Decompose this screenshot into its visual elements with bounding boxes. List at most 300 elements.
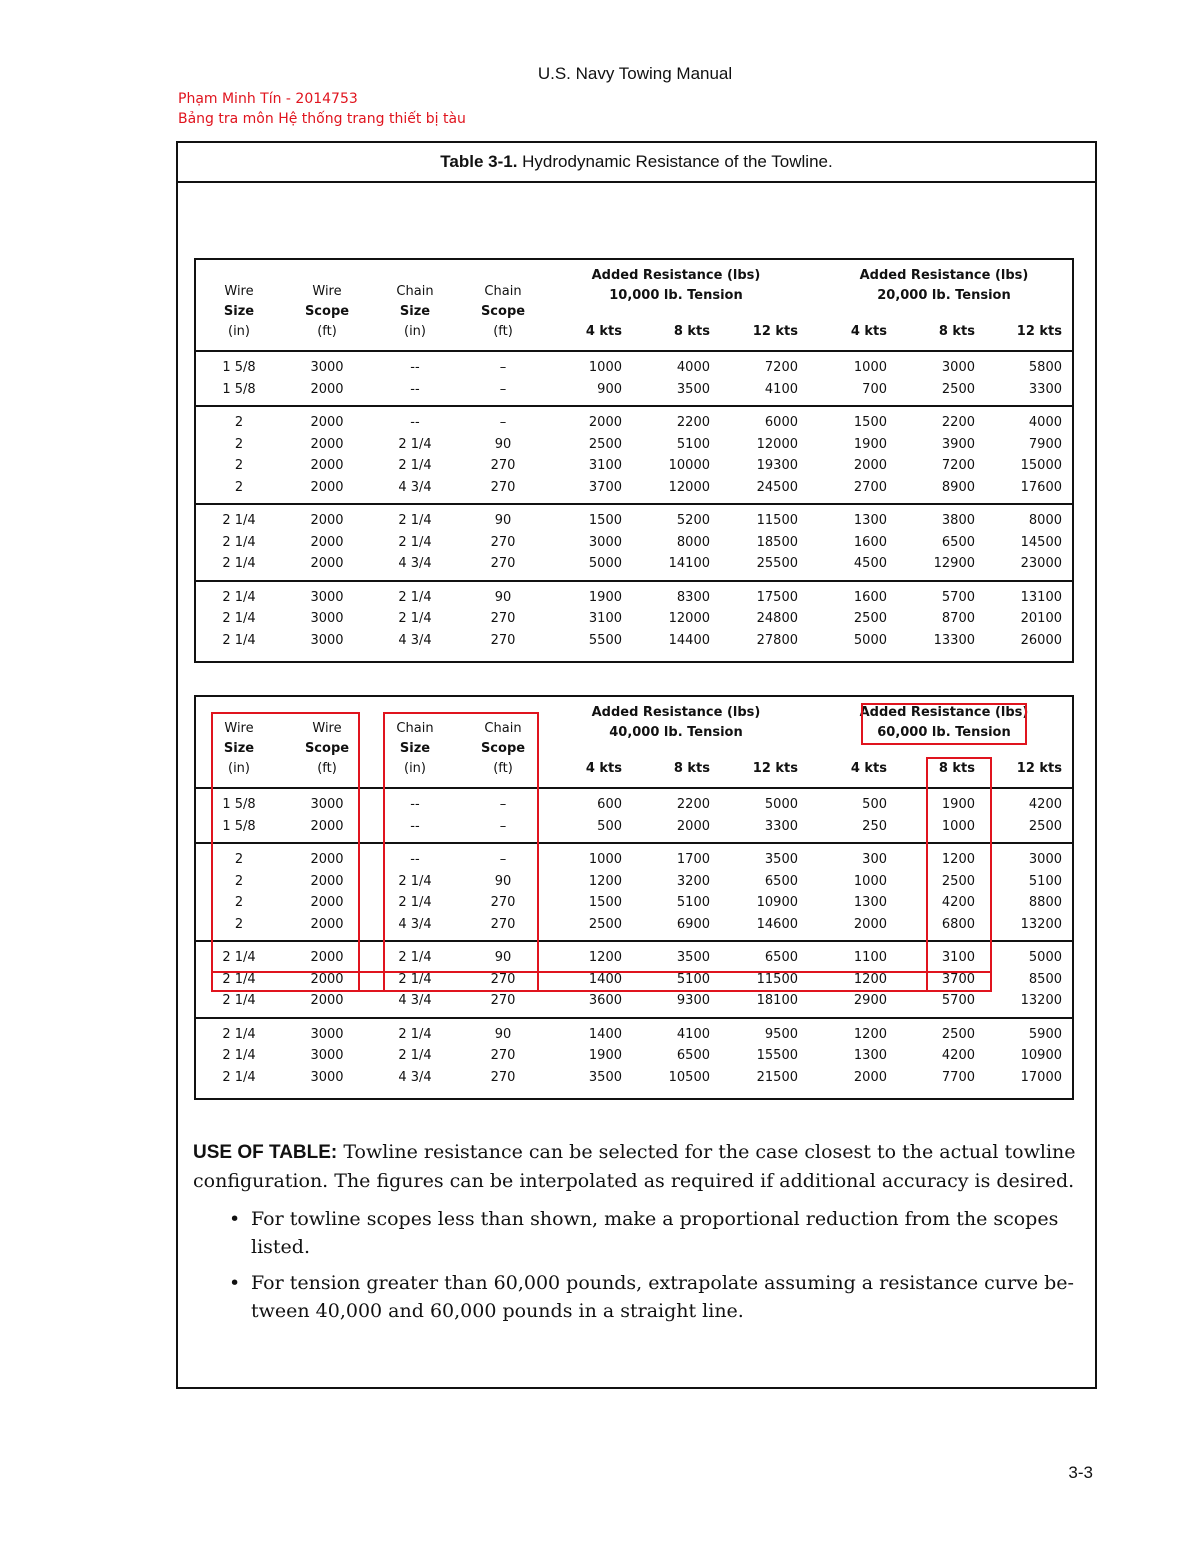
table-cell: 7900 <box>1028 436 1062 452</box>
table-cell: 5000 <box>588 556 622 571</box>
table-cell: 2 <box>234 895 244 910</box>
table-cell: 700 <box>862 381 887 397</box>
table-row <box>196 455 1072 477</box>
header-speed: 8 kts <box>673 761 710 776</box>
table-cell: 4200 <box>1028 797 1062 812</box>
table-cell: 1900 <box>588 1048 622 1063</box>
table-cell: 1300 <box>853 1048 887 1063</box>
table-cell: 2 <box>234 436 244 452</box>
table-cell: 3300 <box>1028 381 1062 397</box>
table-cell: 4 3/4 <box>398 479 432 495</box>
table-cell: 24800 <box>756 611 798 626</box>
table-cell: 270 <box>490 1048 516 1063</box>
table-cell: 10900 <box>1020 1048 1062 1063</box>
table-cell: 6500 <box>764 950 798 965</box>
table-cell: 2 1/4 <box>398 895 432 910</box>
table-cell: 3000 <box>310 611 344 626</box>
table-cell: 1400 <box>588 971 622 987</box>
header-line: (in) <box>228 761 250 776</box>
table-cell: – <box>499 797 507 812</box>
header-line: Added Resistance (lbs) <box>591 268 761 283</box>
table-cell: 21500 <box>756 1069 798 1085</box>
table-row-group <box>196 582 1072 657</box>
header-line: Chain <box>484 721 522 736</box>
table-cell: 2200 <box>941 415 975 430</box>
table-row <box>196 1045 1072 1067</box>
table-cell: 4 3/4 <box>398 632 432 648</box>
header-speed: 4 kts <box>850 761 887 776</box>
table-cell: 3500 <box>588 1069 622 1085</box>
header-wire-scope <box>284 282 370 342</box>
table-cell: 1700 <box>676 852 710 867</box>
table-cell: 270 <box>490 971 516 987</box>
table-cell: 2000 <box>310 895 344 910</box>
table-cell: 2000 <box>853 916 887 932</box>
table-cell: 2 1/4 <box>398 611 432 626</box>
table-cell: 270 <box>490 556 516 571</box>
table-cell: 2200 <box>676 797 710 812</box>
highlight-60000-8kts-column <box>926 757 992 992</box>
table-cell: 300 <box>862 852 887 867</box>
table-cell: 26000 <box>1020 632 1062 648</box>
table-cell: 5100 <box>676 971 710 987</box>
table-cell: 5200 <box>676 513 710 528</box>
table-cell: 2 1/4 <box>398 873 432 889</box>
table-cell: 270 <box>490 895 516 910</box>
table-cell: 5500 <box>588 632 622 648</box>
table-cell: – <box>499 360 507 375</box>
table-cell: 3100 <box>588 611 622 626</box>
table-cell: 2 1/4 <box>398 458 432 473</box>
table-cell: 4100 <box>764 381 798 397</box>
table-cell: 23000 <box>1020 556 1062 571</box>
table-cell: 90 <box>494 589 512 605</box>
table-cell: 5100 <box>676 895 710 910</box>
table-cell: 3000 <box>310 797 344 812</box>
table-cell: 2000 <box>588 415 622 430</box>
table-cell: 6500 <box>941 534 975 550</box>
table-cell: 2000 <box>310 916 344 932</box>
table-cell: 2 1/4 <box>222 993 256 1008</box>
table-cell: 270 <box>490 611 516 626</box>
table-cell: 1 5/8 <box>222 818 256 834</box>
table-cell: 2 1/4 <box>398 950 432 965</box>
table-cell: 2 1/4 <box>222 1069 256 1085</box>
table-cell: – <box>499 415 507 430</box>
table-cell: 12000 <box>668 611 710 626</box>
table-cell: 2000 <box>310 971 344 987</box>
table-row <box>196 1067 1072 1089</box>
table-cell: 2 1/4 <box>222 589 256 605</box>
table-cell: 2700 <box>853 479 887 495</box>
table-cell: 17000 <box>1020 1069 1062 1085</box>
header-line: Chain <box>396 284 434 299</box>
header-line: Scope <box>480 741 526 756</box>
header-speed: 4 kts <box>585 761 622 776</box>
header-line: (ft) <box>317 324 337 339</box>
header-tension-group-a <box>576 703 776 743</box>
header-line: 20,000 lb. Tension <box>877 288 1011 303</box>
table-row <box>196 608 1072 630</box>
table-cell: 6500 <box>764 873 798 889</box>
table-cell: 4000 <box>676 360 710 375</box>
table-cell: 15500 <box>756 1048 798 1063</box>
table-cell: 2000 <box>310 950 344 965</box>
table-cell: 8900 <box>941 479 975 495</box>
table-cell: 4 3/4 <box>398 1069 432 1085</box>
table-cell: 90 <box>494 873 512 889</box>
table-cell: 1600 <box>853 534 887 550</box>
table-cell: 3900 <box>941 436 975 452</box>
usage-note-text: Towline resistance can be selected for the case closest to the actual towline configuration. The figures can be interpolated as required if additional accuracy is desired. <box>193 1141 1076 1192</box>
table-cell: 4200 <box>941 1048 975 1063</box>
table-cell: 6900 <box>676 916 710 932</box>
table-cell: -- <box>410 797 420 812</box>
table-cell: 1900 <box>853 436 887 452</box>
table-row-group <box>196 505 1072 582</box>
table-cell: 5700 <box>941 589 975 605</box>
table-cell: 1 5/8 <box>222 797 256 812</box>
header-line: Chain <box>484 284 522 299</box>
table-cell: 2200 <box>676 415 710 430</box>
table-row <box>196 553 1072 575</box>
table-row-group <box>196 407 1072 505</box>
table-row <box>196 532 1072 554</box>
table-cell: 1500 <box>588 513 622 528</box>
table-cell: 1500 <box>588 895 622 910</box>
usage-note-list <box>193 1205 1083 1325</box>
table-cell: 10000 <box>668 458 710 473</box>
header-speed: 4 kts <box>850 324 887 339</box>
table-cell: 4 3/4 <box>398 556 432 571</box>
table-cell: 270 <box>490 916 516 932</box>
page-number: 3-3 <box>1068 1463 1093 1482</box>
table-cell: 7200 <box>941 458 975 473</box>
header-line: Scope <box>304 741 350 756</box>
table-cell: 2 <box>234 479 244 495</box>
table-row <box>196 630 1072 652</box>
table-cell: 3000 <box>588 534 622 550</box>
table-cell: 17600 <box>1020 479 1062 495</box>
header-line: 40,000 lb. Tension <box>609 725 743 740</box>
table-caption-title: Hydrodynamic Resistance of the Towline. <box>522 152 833 171</box>
table-cell: 3100 <box>588 458 622 473</box>
table-row <box>196 1024 1072 1046</box>
table-cell: 90 <box>494 1026 512 1042</box>
table-cell: 2 <box>234 916 244 932</box>
table-cell: 2 1/4 <box>398 1048 432 1063</box>
table-cell: 3200 <box>676 873 710 889</box>
table-cell: 3600 <box>588 993 622 1008</box>
table-cell: 4500 <box>853 556 887 571</box>
table-cell: 1200 <box>588 950 622 965</box>
table-cell: 2 <box>234 415 244 430</box>
table-cell: 8300 <box>676 589 710 605</box>
table-cell: 14100 <box>668 556 710 571</box>
table-cell: 8800 <box>1028 895 1062 910</box>
table-cell: 5000 <box>764 797 798 812</box>
page-header: U.S. Navy Towing Manual <box>537 64 733 83</box>
header-line: Scope <box>480 304 526 319</box>
table-cell: 600 <box>597 797 622 812</box>
table-cell: 12000 <box>668 479 710 495</box>
table-cell: – <box>499 381 507 397</box>
table-cell: 15000 <box>1020 458 1062 473</box>
table-cell: 250 <box>862 818 887 834</box>
table-cell: 12000 <box>756 436 798 452</box>
usage-note-paragraph <box>193 1138 1083 1195</box>
usage-note-bullet <box>229 1205 1083 1261</box>
table-cell: 24500 <box>756 479 798 495</box>
table-cell: 1 5/8 <box>222 381 256 397</box>
header-line: Size <box>223 304 255 319</box>
table-cell: 6000 <box>764 415 798 430</box>
table-cell: 5100 <box>676 436 710 452</box>
table-cell: 1200 <box>853 1026 887 1042</box>
highlight-wire-columns <box>211 712 360 992</box>
header-line: Added Resistance (lbs) <box>859 705 1029 720</box>
table-cell: 10500 <box>668 1069 710 1085</box>
table-cell: 3500 <box>764 852 798 867</box>
table-cell: 9300 <box>676 993 710 1008</box>
bullet-icon: • <box>229 1272 241 1294</box>
usage-note-lead: USE OF TABLE: <box>193 1142 338 1163</box>
header-line: Chain <box>396 721 434 736</box>
table-cell: 3000 <box>310 1048 344 1063</box>
table-cell: 2 1/4 <box>398 534 432 550</box>
header-line: (in) <box>404 324 426 339</box>
table-cell: 13100 <box>1020 589 1062 605</box>
table-cell: 270 <box>490 458 516 473</box>
table-cell: 2000 <box>310 458 344 473</box>
table-cell: 1400 <box>588 1026 622 1042</box>
table-cell: 2500 <box>941 381 975 397</box>
table-cell: 5000 <box>1028 950 1062 965</box>
header-speed: 12 kts <box>1016 324 1062 339</box>
table-cell: 4 3/4 <box>398 916 432 932</box>
table-cell: 3800 <box>941 513 975 528</box>
header-speed: 12 kts <box>752 761 798 776</box>
table-cell: 8000 <box>676 534 710 550</box>
table-cell: 8700 <box>941 611 975 626</box>
table-cell: 1000 <box>588 360 622 375</box>
table-cell: 1000 <box>588 852 622 867</box>
table-cell: 2000 <box>310 415 344 430</box>
table-cell: 90 <box>494 436 512 452</box>
table-cell: 8500 <box>1028 971 1062 987</box>
table-cell: 4200 <box>941 895 975 910</box>
table-cell: 2 1/4 <box>398 589 432 605</box>
table-cell: 20100 <box>1020 611 1062 626</box>
table-cell: 19300 <box>756 458 798 473</box>
table-cell: 5000 <box>853 632 887 648</box>
table-cell: 3500 <box>676 381 710 397</box>
table-cell: 2000 <box>310 513 344 528</box>
header-line: Added Resistance (lbs) <box>591 705 761 720</box>
table-cell: 3300 <box>764 818 798 834</box>
usage-note-bullet <box>229 1269 1083 1325</box>
header-line: (ft) <box>493 761 513 776</box>
table-cell: 8000 <box>1028 513 1062 528</box>
table-cell: 18100 <box>756 993 798 1008</box>
table-cell: 2 1/4 <box>222 1026 256 1042</box>
table-cell: 3500 <box>676 950 710 965</box>
table-row <box>196 587 1072 609</box>
table-caption <box>178 143 1095 183</box>
table-cell: 3000 <box>941 360 975 375</box>
table-cell: -- <box>410 360 420 375</box>
table-cell: 25500 <box>756 556 798 571</box>
table-cell: 4000 <box>1028 415 1062 430</box>
table-cell: 2000 <box>310 852 344 867</box>
usage-note-bullet-text: For towline scopes less than shown, make a proportional reduction from the scopes listed. <box>251 1208 1059 1258</box>
table-cell: 2000 <box>676 818 710 834</box>
table-cell: -- <box>410 818 420 834</box>
table-cell: 9500 <box>764 1026 798 1042</box>
usage-note-bullet-text: For tension greater than 60,000 pounds, extrapolate assuming a resistance curve be-tween 40,000 and 60,000 pounds in a straight line. <box>251 1272 1074 1322</box>
table-cell: 2 1/4 <box>222 513 256 528</box>
header-speed: 12 kts <box>1016 761 1062 776</box>
table-cell: 1000 <box>853 873 887 889</box>
table-cell: 2 1/4 <box>222 632 256 648</box>
table-cell: 3000 <box>310 632 344 648</box>
table-row <box>196 357 1072 379</box>
table-row <box>196 510 1072 532</box>
table-cell: -- <box>410 852 420 867</box>
table-cell: 90 <box>494 950 512 965</box>
table-cell: 2900 <box>853 993 887 1008</box>
header-speed: 8 kts <box>938 761 975 776</box>
header-line: (ft) <box>317 761 337 776</box>
table-cell: 900 <box>597 381 622 397</box>
table-cell: 2 1/4 <box>222 1048 256 1063</box>
header-tension-group-b <box>844 266 1044 306</box>
table-cell: 2500 <box>588 916 622 932</box>
table-row <box>196 477 1072 499</box>
table-cell: 2500 <box>853 611 887 626</box>
table-cell: 3000 <box>1028 852 1062 867</box>
header-line: Added Resistance (lbs) <box>859 268 1029 283</box>
table-cell: 17500 <box>756 589 798 605</box>
table-cell: – <box>499 852 507 867</box>
table-cell: 13300 <box>933 632 975 648</box>
table-cell: 2 1/4 <box>398 971 432 987</box>
table-cell: 2 <box>234 458 244 473</box>
table-cell: 3100 <box>941 950 975 965</box>
header-line: Wire <box>224 284 254 299</box>
table-cell: 2000 <box>310 873 344 889</box>
header-line: Wire <box>312 284 342 299</box>
table-cell: 2000 <box>310 993 344 1008</box>
table-cell: 5700 <box>941 993 975 1008</box>
table-cell: 2500 <box>941 873 975 889</box>
table-cell: 1200 <box>853 971 887 987</box>
table-cell: 14500 <box>1020 534 1062 550</box>
header-line: Wire <box>224 721 254 736</box>
table-cell: 3000 <box>310 1026 344 1042</box>
table-cell: 1500 <box>853 415 887 430</box>
header-line: Size <box>399 741 431 756</box>
table-cell: 11500 <box>756 971 798 987</box>
table-cell: 1300 <box>853 895 887 910</box>
table-cell: 7700 <box>941 1069 975 1085</box>
table-row <box>196 412 1072 434</box>
table-cell: 2 1/4 <box>222 611 256 626</box>
table-row <box>196 379 1072 401</box>
table-cell: 7200 <box>764 360 798 375</box>
table-cell: 2 1/4 <box>398 513 432 528</box>
usage-note <box>193 1138 1083 1333</box>
table-cell: 6800 <box>941 916 975 932</box>
table-cell: 2000 <box>853 1069 887 1085</box>
annotation-author: Phạm Minh Tín - 2014753 <box>178 91 358 107</box>
header-speed: 8 kts <box>938 324 975 339</box>
table-cell: 2 1/4 <box>222 534 256 550</box>
highlight-60000-tension-header <box>861 703 1027 745</box>
table-cell: 500 <box>597 818 622 834</box>
table-cell: -- <box>410 415 420 430</box>
table-cell: 3700 <box>941 971 975 987</box>
table-cell: 2000 <box>310 436 344 452</box>
table-cell: 4100 <box>676 1026 710 1042</box>
table-cell: 1200 <box>941 852 975 867</box>
table-cell: 3700 <box>588 479 622 495</box>
table-cell: 3000 <box>310 589 344 605</box>
table-cell: 1 5/8 <box>222 360 256 375</box>
table-cell: 4 3/4 <box>398 993 432 1008</box>
table-header <box>196 260 1072 352</box>
header-chain-size <box>372 282 458 342</box>
header-line: Size <box>399 304 431 319</box>
header-line: Wire <box>312 721 342 736</box>
table-cell: 1600 <box>853 589 887 605</box>
header-line: 10,000 lb. Tension <box>609 288 743 303</box>
table-cell: 2500 <box>588 436 622 452</box>
header-line: Scope <box>304 304 350 319</box>
header-line: 60,000 lb. Tension <box>877 725 1011 740</box>
highlight-selected-row <box>211 971 992 992</box>
table-cell: 18500 <box>756 534 798 550</box>
table-cell: 270 <box>490 534 516 550</box>
header-speed: 8 kts <box>673 324 710 339</box>
table-cell: 2000 <box>310 556 344 571</box>
table-cell: 5800 <box>1028 360 1062 375</box>
table-cell: 2 1/4 <box>398 1026 432 1042</box>
table-cell: 270 <box>490 632 516 648</box>
table-cell: 1000 <box>941 818 975 834</box>
header-wire-size <box>196 282 282 342</box>
table-row <box>196 434 1072 456</box>
resistance-table-1 <box>194 258 1074 663</box>
table-cell: 14600 <box>756 916 798 932</box>
table-cell: 2 1/4 <box>398 436 432 452</box>
table-cell: 270 <box>490 479 516 495</box>
table-cell: 2 <box>234 873 244 889</box>
table-cell: 11500 <box>756 513 798 528</box>
table-cell: 2000 <box>310 479 344 495</box>
table-cell: 5900 <box>1028 1026 1062 1042</box>
table-cell: 2500 <box>1028 818 1062 834</box>
bullet-icon: • <box>229 1208 241 1230</box>
table-cell: – <box>499 818 507 834</box>
table-cell: 27800 <box>756 632 798 648</box>
table-cell: 2000 <box>853 458 887 473</box>
header-line: (ft) <box>493 324 513 339</box>
header-line: Size <box>223 741 255 756</box>
table-cell: 14400 <box>668 632 710 648</box>
table-row-group <box>196 352 1072 407</box>
table-cell: 1100 <box>853 950 887 965</box>
